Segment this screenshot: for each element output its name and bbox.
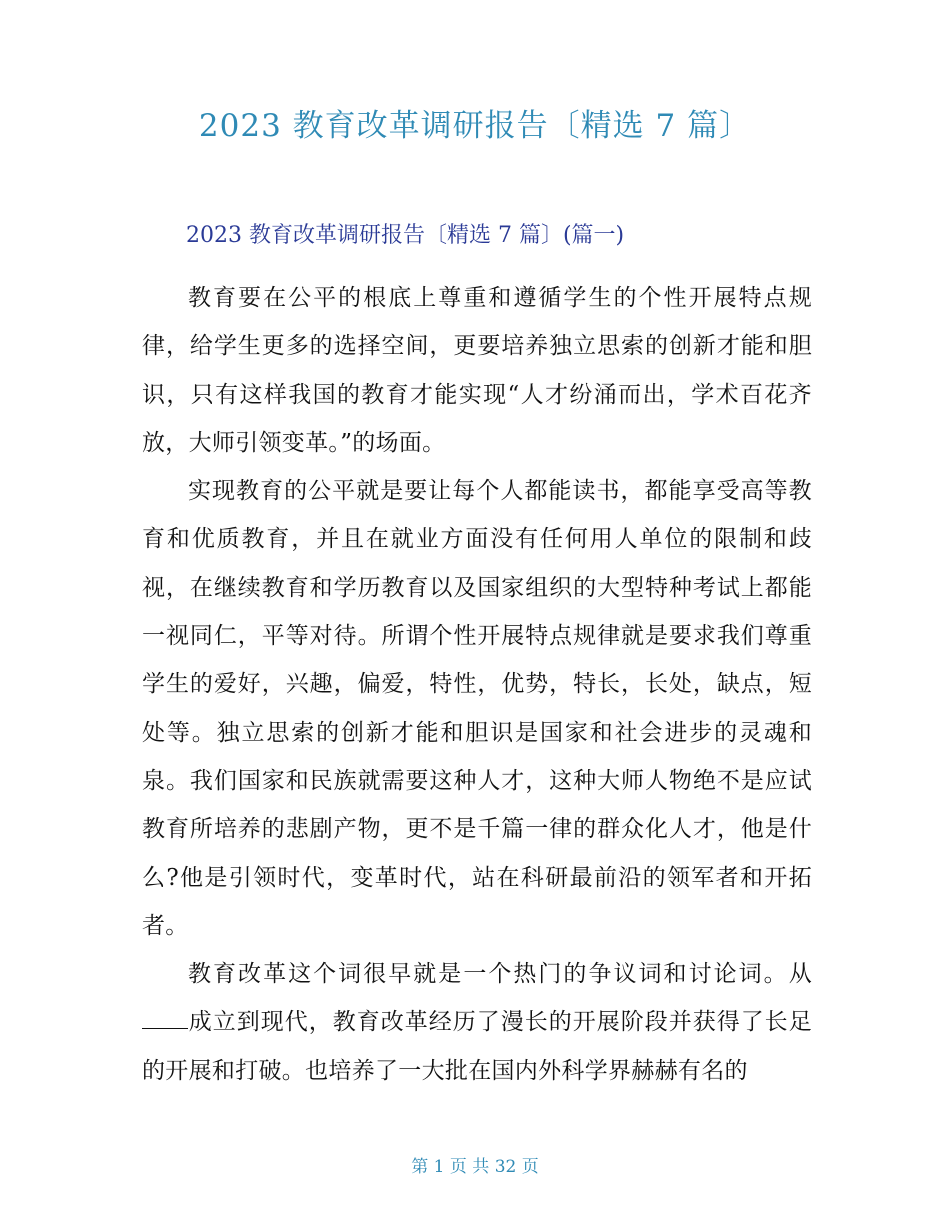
blank-underline [142,1010,188,1029]
document-body [142,274,812,1095]
page-footer: 第 1 页 共 32 页 [411,1157,539,1177]
document-title: 2023 教育改革调研报告〔精选 7 篇〕 [198,108,752,144]
section-title: 2023 教育改革调研报告〔精选 7 篇〕(篇一) [186,223,625,248]
paragraph-3-text-b: 成立到现代，教育改革经历了漫长的开展阶段并获得了长足的开展和打破。也培养了一大批在国内外科学界赫赫有名的 [142,1009,812,1084]
paragraph-2: 实现教育的公平就是要让每个人都能读书，都能享受高等教育和优质教育，并且在就业方面没有任何用人单位的限制和歧视，在继续教育和学历教育以及国家组织的大型特种考试上都能一视同仁，平等对待。所谓个性开展特点规律就是要求我们尊重学生的爱好，兴趣，偏爱，特性，优势，特长，长处，缺点，短处等。独立思索的创新才能和胆识是国家和社会进步的灵魂和泉。我们国家和民族就需要这种人才，这种大师人物绝不是应试教育所培养的悲剧产物，更不是千篇一律的群众化人才，他是什么?他是引领时代，变革时代，站在科研最前沿的领军者和开拓者。 [142,478,812,939]
paragraph-3-text-a: 教育改革这个词很早就是一个热门的争议词和讨论词。从 [188,961,812,988]
paragraph-1: 教育要在公平的根底上尊重和遵循学生的个性开展特点规律，给学生更多的选择空间，更要培养独立思索的创新才能和胆识，只有这样我国的教育才能实现“人才纷涌而出，学术百花齐放，大师引领变革。”的场面。 [142,285,812,456]
paragraph-3 [142,950,812,1095]
